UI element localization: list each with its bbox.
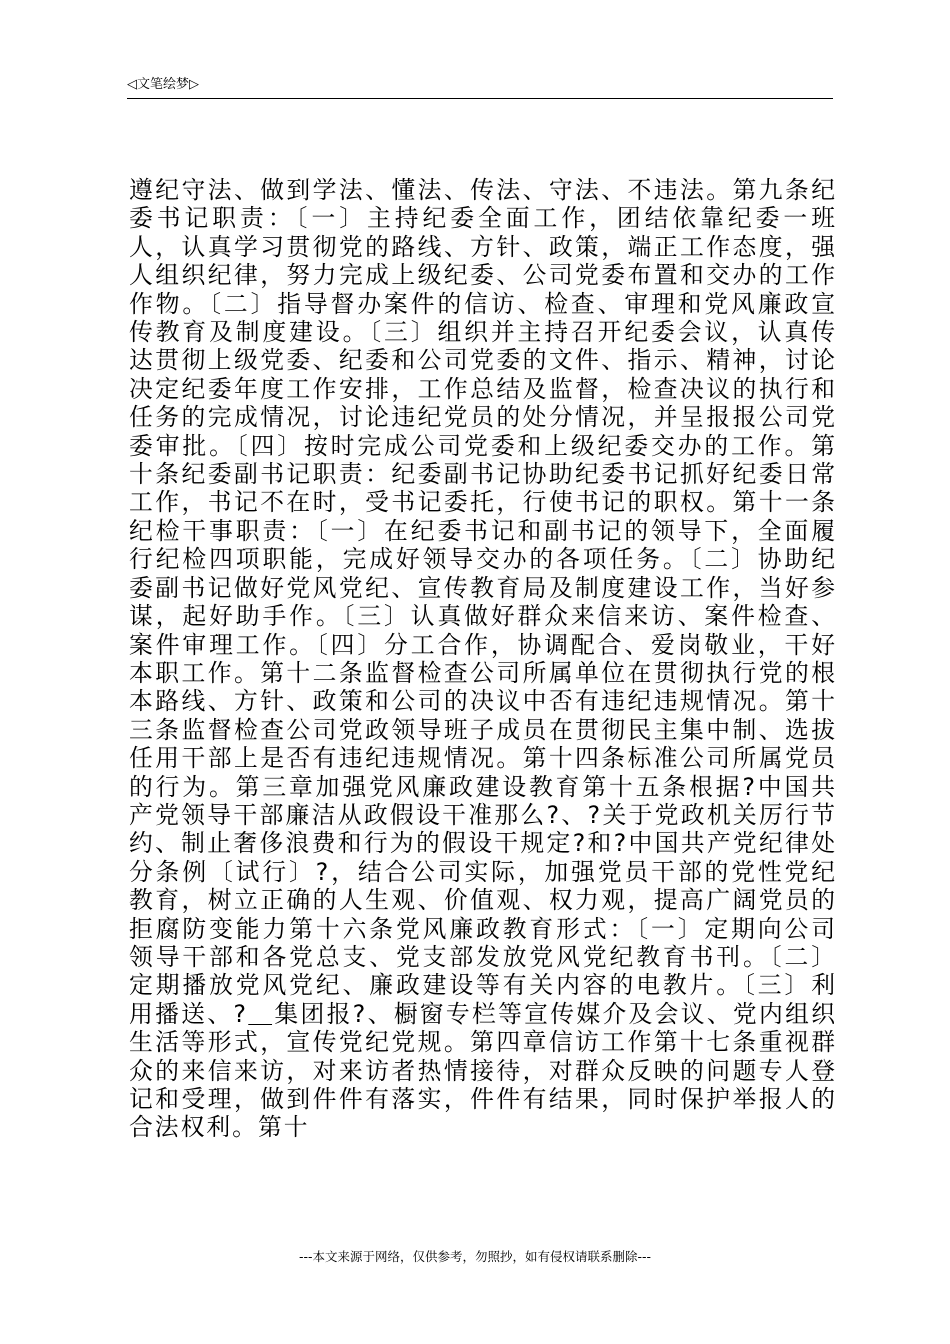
page-footer-disclaimer: ---本文来源于网络，仅供参考，勿照抄，如有侵权请联系删除--- bbox=[298, 1249, 652, 1264]
page-header bbox=[127, 70, 833, 99]
header-title: ◁文笔绘梦▷ bbox=[127, 77, 199, 92]
document-body-text: 遵纪守法、做到学法、懂法、传法、守法、不违法。第九条纪委书记职责：〔一〕主持纪委全面工作，团结依靠纪委一班人，认真学习贯彻党的路线、方针、政策，端正工作态度，强人组织纪律，努力完成上级纪委、公司党委布置和交办的工作作物。〔二〕指导督办案件的信访、检查、审理和党风廉政宣传教育及制度建设。〔三〕组织并主持召开纪委会议，认真传达贯彻上级党委、纪委和公司党委的文件、指示、精神，讨论决定纪委年度工作安排，工作总结及监督，检查决议的执行和任务的完成情况，讨论违纪党员的处分情况，并呈报报公司党委审批。〔四〕按时完成公司党委和上级纪委交办的工作。第十条纪委副书记职责：纪委副书记协助纪委书记抓好纪委日常工作，书记不在时，受书记委托，行使书记的职权。第十一条纪检干事职责：〔一〕在纪委书记和副书记的领导下，全面履行纪检四项职能，完成好领导交办的各项任务。〔二〕协助纪委副书记做好党风党纪、宣传教育局及制度建设工作，当好参谋，起好助手作。〔三〕认真做好群众来信来访、案件检查、案件审理工作。〔四〕分工合作，协调配合、爱岗敬业，干好本职工作。第十二条监督检查公司所属单位在贯彻执行党的根本路线、方针、政策和公司的决议中否有违纪违规情况。第十三条监督检查公司党政领导班子成员在贯彻民主集中制、选拔任用干部上是否有违纪违规情况。第十四条标准公司所属党员的行为。第三章加强党风廉政建设教育第十五条根据?中国共产党领导干部廉洁从政假设干准那么?、?关于党政机关厉行节约、制止奢侈浪费和行为的假设干规定?和?中国共产党纪律处分条例〔试行〕?，结合公司实际，加强党员干部的党性党纪教育，树立正确的人生观、价值观、权力观，提高广阔党员的拒腐防变能力第十六条党风廉政教育形式：〔一〕定期向公司领导干部和各党总支、党支部发放党风党纪教育书刊。〔二〕定期播放党风党纪、廉政建设等有关内容的电教片。〔三〕利用播送、?＿集团报?、橱窗专栏等宣传媒介及会议、党内组织生活等形式，宣传党纪党规。第四章信访工作第十七条重视群众的来信来访，对来访者热情接待，对群众反映的问题专人登记和受理，做到件件有落实，件件有结果，同时保护举报人的合法权利。第十 bbox=[129, 176, 837, 1142]
